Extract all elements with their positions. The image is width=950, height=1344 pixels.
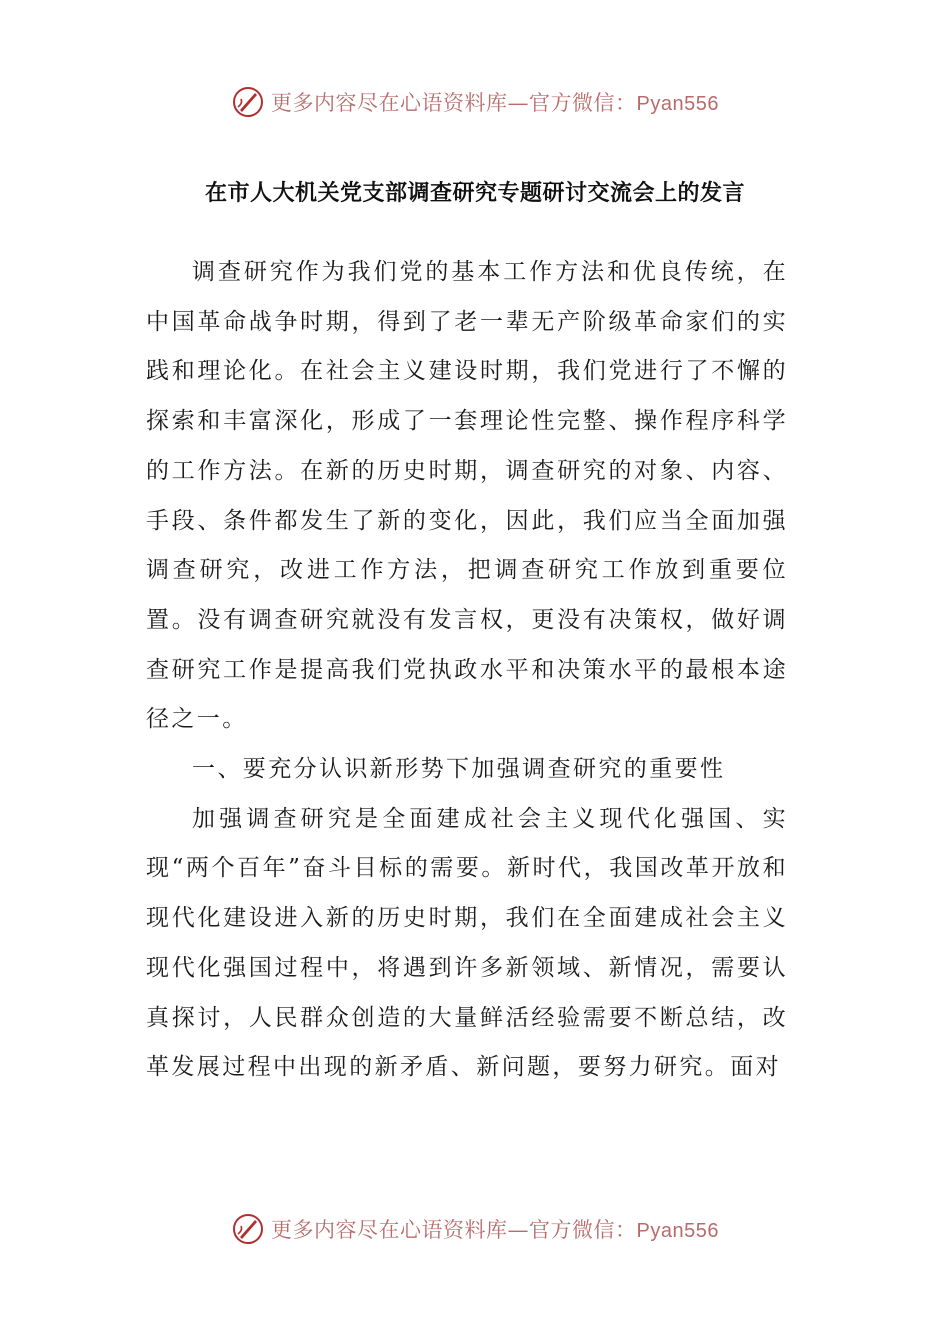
paragraph-intro: 调查研究作为我们党的基本工作方法和优良传统，在中国革命战争时期，得到了老一辈无产阶级革命家们的实践和理论化。在社会主义建设时期，我们党进行了不懈的探索和丰富深化，形成了一套理论性完整、操作程序科学的工作方法。在新的历史时期，调查研究的对象、内容、手段、条件都发生了新的变化，因此，我们应当全面加强调查研究，改进工作方法，把调查研究工作放到重要位置。没有调查研究就没有发言权，更没有决策权，做好调查研究工作是提高我们党执政水平和决策水平的最根本途径之一。 (146, 259, 788, 733)
document-title: 在市人大机关党支部调查研究专题研讨交流会上的发言 (204, 181, 745, 206)
header-watermark (0, 82, 950, 122)
watermark-text: 更多内容尽在心语资料库—官方微信：Pyan556 (271, 1218, 719, 1242)
wechat-id: Pyan556 (636, 93, 719, 115)
quill-seal-icon (231, 85, 265, 119)
footer-watermark (0, 1209, 950, 1249)
quill-seal-icon (231, 1212, 265, 1246)
wechat-id: Pyan556 (636, 1220, 719, 1242)
section-heading: 一、要充分认识新形势下加强调查研究的重要性 (192, 756, 726, 783)
paragraph-section-one: 加强调查研究是全面建成社会主义现代化强国、实现“两个百年”奋斗目标的需要。新时代，我国改革开放和现代化建设进入新的历史时期，我们在全面建成社会主义现代化强国过程中，将遇到许多新领域、新情况，需要认真探讨，人民群众创造的大量鲜活经验需要不断总结，改革发展过程中出现的新矛盾、新问题，要努力研究。面对 (146, 805, 788, 1081)
document-body (146, 248, 788, 1093)
watermark-text: 更多内容尽在心语资料库—官方微信：Pyan556 (271, 91, 719, 115)
